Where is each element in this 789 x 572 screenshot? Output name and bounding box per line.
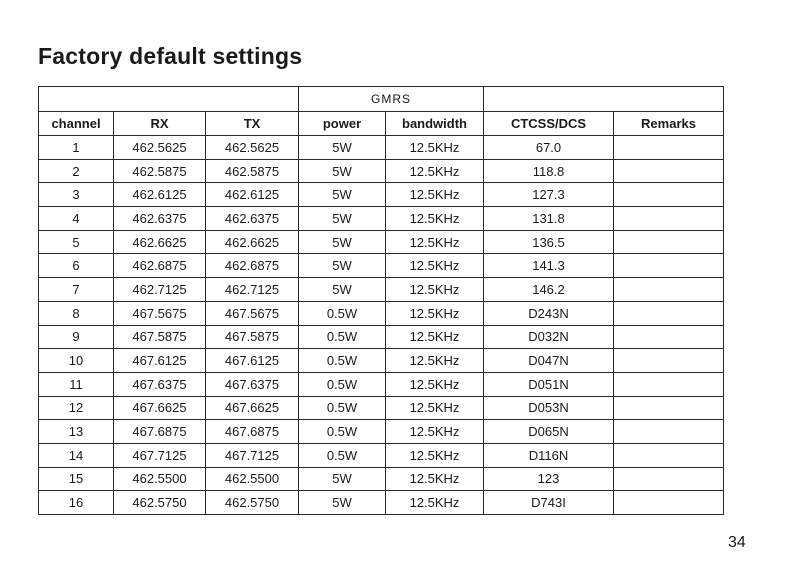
cell-ctcss: D743I xyxy=(484,491,614,515)
cell-tx: 462.7125 xyxy=(206,278,299,302)
cell-power: 0.5W xyxy=(299,325,386,349)
table-row xyxy=(39,207,724,231)
cell-ctcss: D116N xyxy=(484,443,614,467)
cell-remarks xyxy=(614,278,724,302)
cell-bandwidth: 12.5KHz xyxy=(386,349,484,373)
cell-bandwidth: 12.5KHz xyxy=(386,420,484,444)
cell-power: 5W xyxy=(299,467,386,491)
cell-ctcss: 131.8 xyxy=(484,207,614,231)
cell-remarks xyxy=(614,325,724,349)
cell-power: 0.5W xyxy=(299,443,386,467)
cell-rx: 467.6375 xyxy=(114,372,206,396)
cell-tx: 462.5750 xyxy=(206,491,299,515)
cell-ctcss: D065N xyxy=(484,420,614,444)
cell-ctcss: D053N xyxy=(484,396,614,420)
cell-power: 5W xyxy=(299,136,386,160)
cell-ctcss: D051N xyxy=(484,372,614,396)
cell-channel: 6 xyxy=(39,254,114,278)
header-remarks: Remarks xyxy=(614,112,724,136)
table-row xyxy=(39,136,724,160)
cell-ctcss: D047N xyxy=(484,349,614,373)
cell-tx: 462.5875 xyxy=(206,159,299,183)
cell-remarks xyxy=(614,207,724,231)
table-row xyxy=(39,420,724,444)
cell-remarks xyxy=(614,183,724,207)
cell-remarks xyxy=(614,420,724,444)
header-tx: TX xyxy=(206,112,299,136)
table-row xyxy=(39,349,724,373)
cell-tx: 462.6375 xyxy=(206,207,299,231)
cell-rx: 462.6625 xyxy=(114,230,206,254)
cell-power: 5W xyxy=(299,159,386,183)
cell-bandwidth: 12.5KHz xyxy=(386,443,484,467)
cell-ctcss: 146.2 xyxy=(484,278,614,302)
cell-rx: 467.6875 xyxy=(114,420,206,444)
cell-bandwidth: 12.5KHz xyxy=(386,183,484,207)
page-title: Factory default settings xyxy=(38,43,303,69)
cell-rx: 462.6875 xyxy=(114,254,206,278)
cell-channel: 7 xyxy=(39,278,114,302)
cell-ctcss: D243N xyxy=(484,301,614,325)
cell-power: 0.5W xyxy=(299,396,386,420)
cell-tx: 462.6125 xyxy=(206,183,299,207)
cell-rx: 467.6625 xyxy=(114,396,206,420)
cell-tx: 467.6375 xyxy=(206,372,299,396)
cell-power: 5W xyxy=(299,254,386,278)
cell-power: 5W xyxy=(299,183,386,207)
cell-tx: 467.7125 xyxy=(206,443,299,467)
cell-channel: 15 xyxy=(39,467,114,491)
cell-bandwidth: 12.5KHz xyxy=(386,301,484,325)
cell-rx: 462.6125 xyxy=(114,183,206,207)
table-row xyxy=(39,278,724,302)
table-row xyxy=(39,325,724,349)
cell-tx: 462.5500 xyxy=(206,467,299,491)
cell-power: 0.5W xyxy=(299,301,386,325)
cell-remarks xyxy=(614,254,724,278)
cell-remarks xyxy=(614,230,724,254)
cell-power: 0.5W xyxy=(299,372,386,396)
cell-rx: 462.6375 xyxy=(114,207,206,231)
gmrs-group-header: GMRS xyxy=(299,87,484,112)
cell-rx: 467.5875 xyxy=(114,325,206,349)
cell-power: 5W xyxy=(299,230,386,254)
column-header-row xyxy=(39,112,724,136)
table-row xyxy=(39,254,724,278)
cell-remarks xyxy=(614,467,724,491)
cell-channel: 14 xyxy=(39,443,114,467)
cell-channel: 16 xyxy=(39,491,114,515)
cell-power: 5W xyxy=(299,207,386,231)
group-header-blank xyxy=(39,87,299,112)
table-row xyxy=(39,467,724,491)
cell-bandwidth: 12.5KHz xyxy=(386,278,484,302)
cell-channel: 12 xyxy=(39,396,114,420)
cell-channel: 8 xyxy=(39,301,114,325)
cell-rx: 462.5750 xyxy=(114,491,206,515)
cell-remarks xyxy=(614,349,724,373)
cell-channel: 3 xyxy=(39,183,114,207)
table-row xyxy=(39,183,724,207)
cell-bandwidth: 12.5KHz xyxy=(386,230,484,254)
cell-bandwidth: 12.5KHz xyxy=(386,136,484,160)
cell-bandwidth: 12.5KHz xyxy=(386,372,484,396)
header-power: power xyxy=(299,112,386,136)
table-row xyxy=(39,491,724,515)
cell-tx: 462.6875 xyxy=(206,254,299,278)
factory-settings-table xyxy=(38,86,724,515)
cell-channel: 10 xyxy=(39,349,114,373)
cell-rx: 462.5500 xyxy=(114,467,206,491)
cell-tx: 467.6875 xyxy=(206,420,299,444)
cell-remarks xyxy=(614,396,724,420)
cell-power: 5W xyxy=(299,278,386,302)
header-bandwidth: bandwidth xyxy=(386,112,484,136)
cell-remarks xyxy=(614,443,724,467)
cell-rx: 462.5625 xyxy=(114,136,206,160)
cell-bandwidth: 12.5KHz xyxy=(386,325,484,349)
cell-tx: 467.6625 xyxy=(206,396,299,420)
cell-tx: 462.5625 xyxy=(206,136,299,160)
cell-rx: 462.7125 xyxy=(114,278,206,302)
cell-ctcss: D032N xyxy=(484,325,614,349)
cell-channel: 11 xyxy=(39,372,114,396)
table-row xyxy=(39,230,724,254)
group-header-blank-right xyxy=(484,87,724,112)
cell-bandwidth: 12.5KHz xyxy=(386,254,484,278)
cell-ctcss: 136.5 xyxy=(484,230,614,254)
cell-channel: 9 xyxy=(39,325,114,349)
cell-ctcss: 118.8 xyxy=(484,159,614,183)
group-header-row xyxy=(39,87,724,112)
header-channel: channel xyxy=(39,112,114,136)
table-row xyxy=(39,443,724,467)
cell-channel: 1 xyxy=(39,136,114,160)
cell-tx: 467.6125 xyxy=(206,349,299,373)
cell-bandwidth: 12.5KHz xyxy=(386,491,484,515)
page-number: 34 xyxy=(728,534,746,551)
cell-power: 0.5W xyxy=(299,349,386,373)
cell-bandwidth: 12.5KHz xyxy=(386,159,484,183)
cell-rx: 467.7125 xyxy=(114,443,206,467)
cell-rx: 467.6125 xyxy=(114,349,206,373)
cell-power: 0.5W xyxy=(299,420,386,444)
cell-remarks xyxy=(614,136,724,160)
cell-remarks xyxy=(614,372,724,396)
cell-bandwidth: 12.5KHz xyxy=(386,396,484,420)
cell-remarks xyxy=(614,491,724,515)
cell-rx: 467.5675 xyxy=(114,301,206,325)
cell-ctcss: 67.0 xyxy=(484,136,614,160)
table-row xyxy=(39,159,724,183)
table-row xyxy=(39,396,724,420)
cell-ctcss: 141.3 xyxy=(484,254,614,278)
cell-bandwidth: 12.5KHz xyxy=(386,467,484,491)
table-row xyxy=(39,372,724,396)
table-row xyxy=(39,301,724,325)
cell-ctcss: 127.3 xyxy=(484,183,614,207)
cell-channel: 5 xyxy=(39,230,114,254)
cell-channel: 2 xyxy=(39,159,114,183)
cell-channel: 4 xyxy=(39,207,114,231)
cell-rx: 462.5875 xyxy=(114,159,206,183)
cell-tx: 462.6625 xyxy=(206,230,299,254)
cell-tx: 467.5875 xyxy=(206,325,299,349)
cell-power: 5W xyxy=(299,491,386,515)
cell-channel: 13 xyxy=(39,420,114,444)
cell-tx: 467.5675 xyxy=(206,301,299,325)
header-ctcss-dcs: CTCSS/DCS xyxy=(484,112,614,136)
cell-bandwidth: 12.5KHz xyxy=(386,207,484,231)
cell-remarks xyxy=(614,301,724,325)
cell-remarks xyxy=(614,159,724,183)
cell-ctcss: 123 xyxy=(484,467,614,491)
header-rx: RX xyxy=(114,112,206,136)
